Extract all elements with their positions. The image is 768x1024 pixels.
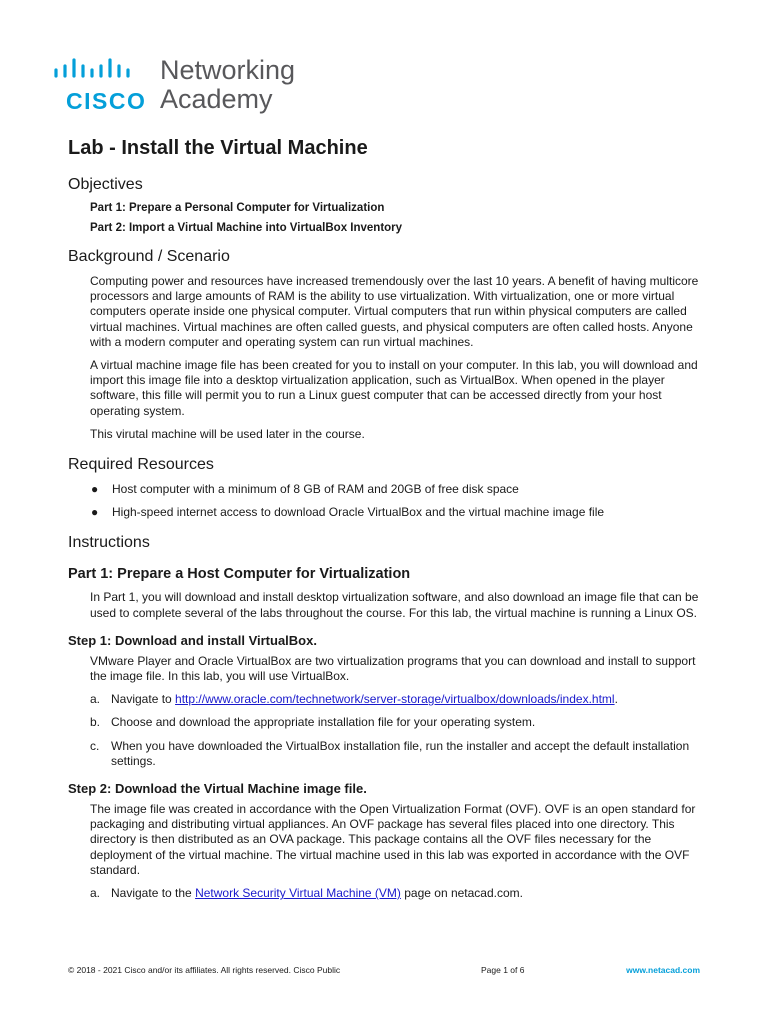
list-marker: c. [90,738,100,753]
part1-intro: In Part 1, you will download and install desktop virtualization software, and also download an image file that can be used to complete several of the labs throughout the course. For this lab, the virtual machine is running a Linux OS. [90,590,699,620]
objective-item: Part 2: Import a Virtual Machine into VirtualBox Inventory [90,222,403,234]
background-heading: Background / Scenario [68,248,230,265]
objectives-heading: Objectives [68,176,143,193]
resources-heading: Required Resources [68,456,214,474]
page-title: Lab - Install the Virtual Machine [68,137,368,159]
netacad-url-link[interactable]: www.netacad.com [626,965,700,975]
logo-line-2: Academy [160,84,273,114]
virtualbox-download-link[interactable]: http://www.oracle.com/technetwork/server-storage/virtualbox/downloads/index.html [175,692,615,707]
instructions-heading: Instructions [68,534,150,552]
list-item [90,715,708,730]
page-number: Page 1 of 6 [481,965,525,975]
list-text: Choose and download the appropriate installation file for your operating system. [111,715,536,730]
background-paragraph: Computing power and resources have increased tremendously over the last 10 years. A benefit of having multicore processors and large amounts of RAM is the ability to use virtualization. With virtualization, one or more virtual computers operate inside one physical computer. Virtual computers that run within physical computers are called virtual machines. Virtual machines are often called guests, and physical computers are often called hosts. Anyone with a modern computer and operating system can run virtual machines. [90,274,699,349]
list-text: When you have downloaded the VirtualBox installation file, run the installer and accept the default installation settings. [111,738,690,768]
networking-academy-wordmark [160,56,295,114]
list-marker: a. [90,692,101,707]
cisco-networking-academy-logo [52,55,312,118]
list-text: Navigate to [111,692,176,707]
cisco-wordmark: CISCO [66,88,147,114]
step1-intro: VMware Player and Oracle VirtualBox are two virtualization programs that you can download and install to support the image file. In this lab, you will use VirtualBox. [90,653,696,684]
background-paragraph: A virtual machine image file has been created for you to install on your computer. In this lab, you will download and import this image file into a desktop virtualization application, such as VirtualBox. When opened in the player software, this fille will permit you to run a Linux guest computer that can be accessed directly from your host operating system. [90,358,698,418]
step2-heading: Step 2: Download the Virtual Machine image file. [68,781,367,797]
page-footer [68,965,700,979]
list-marker: a. [90,886,101,901]
list-marker: b. [90,715,101,730]
background-paragraph: This virutal machine will be used later in the course. [90,426,365,441]
step1-list [90,692,708,769]
cisco-bars-icon [52,58,152,84]
list-item [88,505,708,520]
network-security-vm-link[interactable]: Network Security Virtual Machine (VM) [195,886,401,901]
resource-text: Host computer with a minimum of 8 GB of RAM and 20GB of free disk space [112,482,519,497]
list-text: page on netacad.com. [400,886,523,901]
document-body [68,137,708,909]
step2-list [90,886,708,901]
step2-intro: The image file was created in accordance with the Open Virtualization Format (OVF). OVF is an open standard for packaging and distributing virtual appliances. An OVF package has several files placed into one directory. This directory is then distributed as an OVA package. This package contains all the OVF files necessary for the deployment of the virtual machine. The virtual machine used in this lab was exported in accordance with the OVF standard. [90,802,696,877]
list-text: Navigate to the [111,886,196,901]
list-item [90,739,708,769]
list-item [90,692,708,707]
list-text: . [614,692,618,707]
list-item [90,886,708,901]
step1-heading: Step 1: Download and install VirtualBox. [68,632,317,648]
bullet-icon: ● [91,505,99,520]
resources-list [88,482,708,520]
bullet-icon: ● [91,482,99,497]
list-item [88,482,708,497]
logo-line-1: Networking [160,55,296,85]
part1-heading: Part 1: Prepare a Host Computer for Virtualization [68,566,411,583]
objective-item: Part 1: Prepare a Personal Computer for Virtualization [90,202,385,214]
copyright-text: © 2018 - 2021 Cisco and/or its affiliates. All rights reserved. Cisco Public [68,965,341,975]
resource-text: High-speed internet access to download Oracle VirtualBox and the virtual machine image file [112,505,605,520]
